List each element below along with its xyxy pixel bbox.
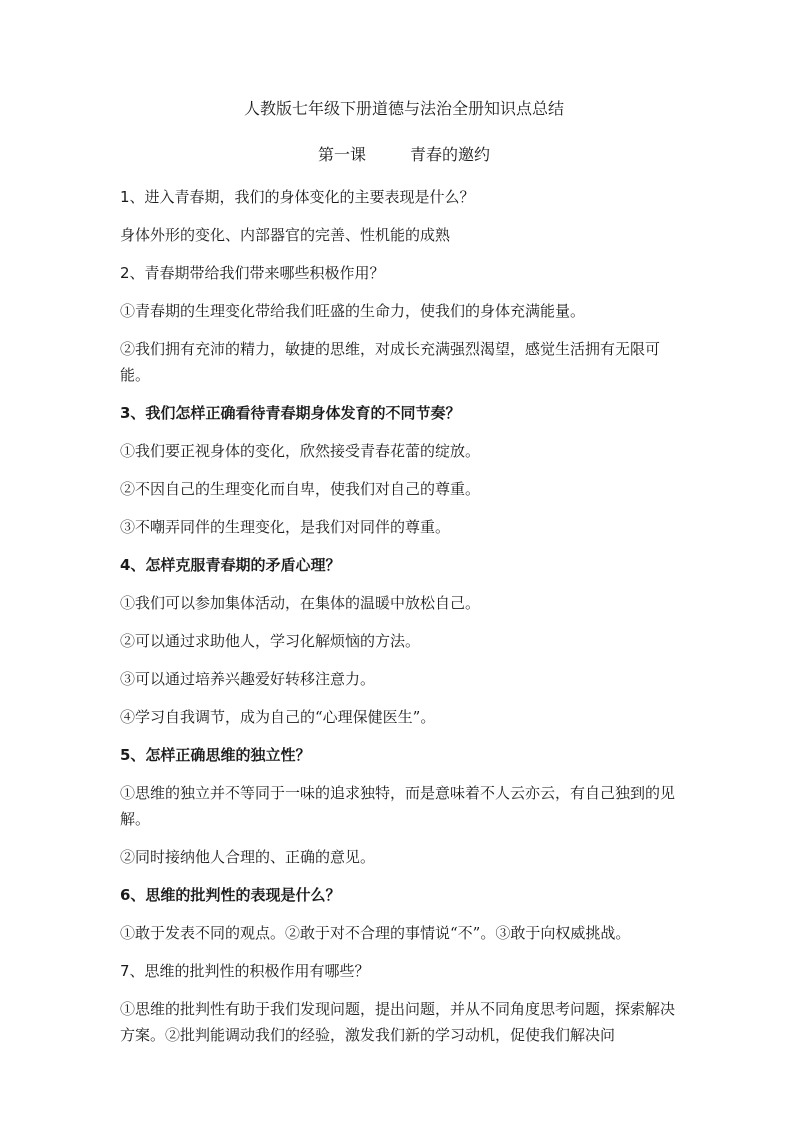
answer-4-4: ④学习自我调节，成为自己的“心理保健医生”。 [120, 708, 436, 726]
document-title: 人教版七年级下册道德与法治全册知识点总结 [243, 99, 564, 118]
answer-2-1: ①青春期的生理变化带给我们旺盛的生命力，使我们的身体充满能量。 [120, 302, 586, 320]
question-3: 3、我们怎样正确看待青春期身体发育的不同节奏？ [120, 404, 461, 422]
question-5: 5、怎样正确思维的独立性？ [120, 746, 311, 764]
answer-4-1: ①我们可以参加集体活动，在集体的温暖中放松自己。 [120, 594, 481, 612]
answer-5-2: ②同时接纳他人合理的、正确的意见。 [120, 848, 376, 866]
lesson-name: 青春的邀约 [410, 145, 491, 164]
question-7: 7、思维的批判性的积极作用有哪些？ [120, 962, 370, 980]
question-1: 1、进入青春期，我们的身体变化的主要表现是什么？ [120, 188, 475, 206]
question-2: 2、青春期带给我们带来哪些积极作用？ [120, 264, 385, 282]
lesson-number: 第一课 [317, 145, 366, 164]
answer-2-2: ②我们拥有充沛的精力，敏捷的思维，对成长充满强烈渴望，感觉生活拥有无限可能。 [120, 340, 661, 384]
lesson-heading [120, 142, 688, 168]
answer-1-1: 身体外形的变化、内部器官的完善、性机能的成熟 [120, 226, 451, 244]
answer-6-1: ①敢于发表不同的观点。②敢于对不合理的事情说“不”。③敢于向权威挑战。 [120, 924, 631, 942]
answer-7-1: ①思维的批判性有助于我们发现问题，提出问题，并从不同角度思考问题，探索解决方案。②批判能调动我们的经验，激发我们新的学习动机，促使我们解决问 [120, 1000, 676, 1044]
answer-3-3: ③不嘲弄同伴的生理变化，是我们对同伴的尊重。 [120, 518, 451, 536]
answer-3-1: ①我们要正视身体的变化，欣然接受青春花蕾的绽放。 [120, 442, 481, 460]
answer-4-2: ②可以通过求助他人，学习化解烦恼的方法。 [120, 632, 421, 650]
answer-4-3: ③可以通过培养兴趣爱好转移注意力。 [120, 670, 376, 688]
question-4: 4、怎样克服青春期的矛盾心理？ [120, 556, 341, 574]
answer-5-1: ①思维的独立并不等同于一味的追求独特，而是意味着不人云亦云，有自己独到的见解。 [120, 784, 676, 828]
answer-3-2: ②不因自己的生理变化而自卑，使我们对自己的尊重。 [120, 480, 481, 498]
question-6: 6、思维的批判性的表现是什么？ [120, 886, 341, 904]
